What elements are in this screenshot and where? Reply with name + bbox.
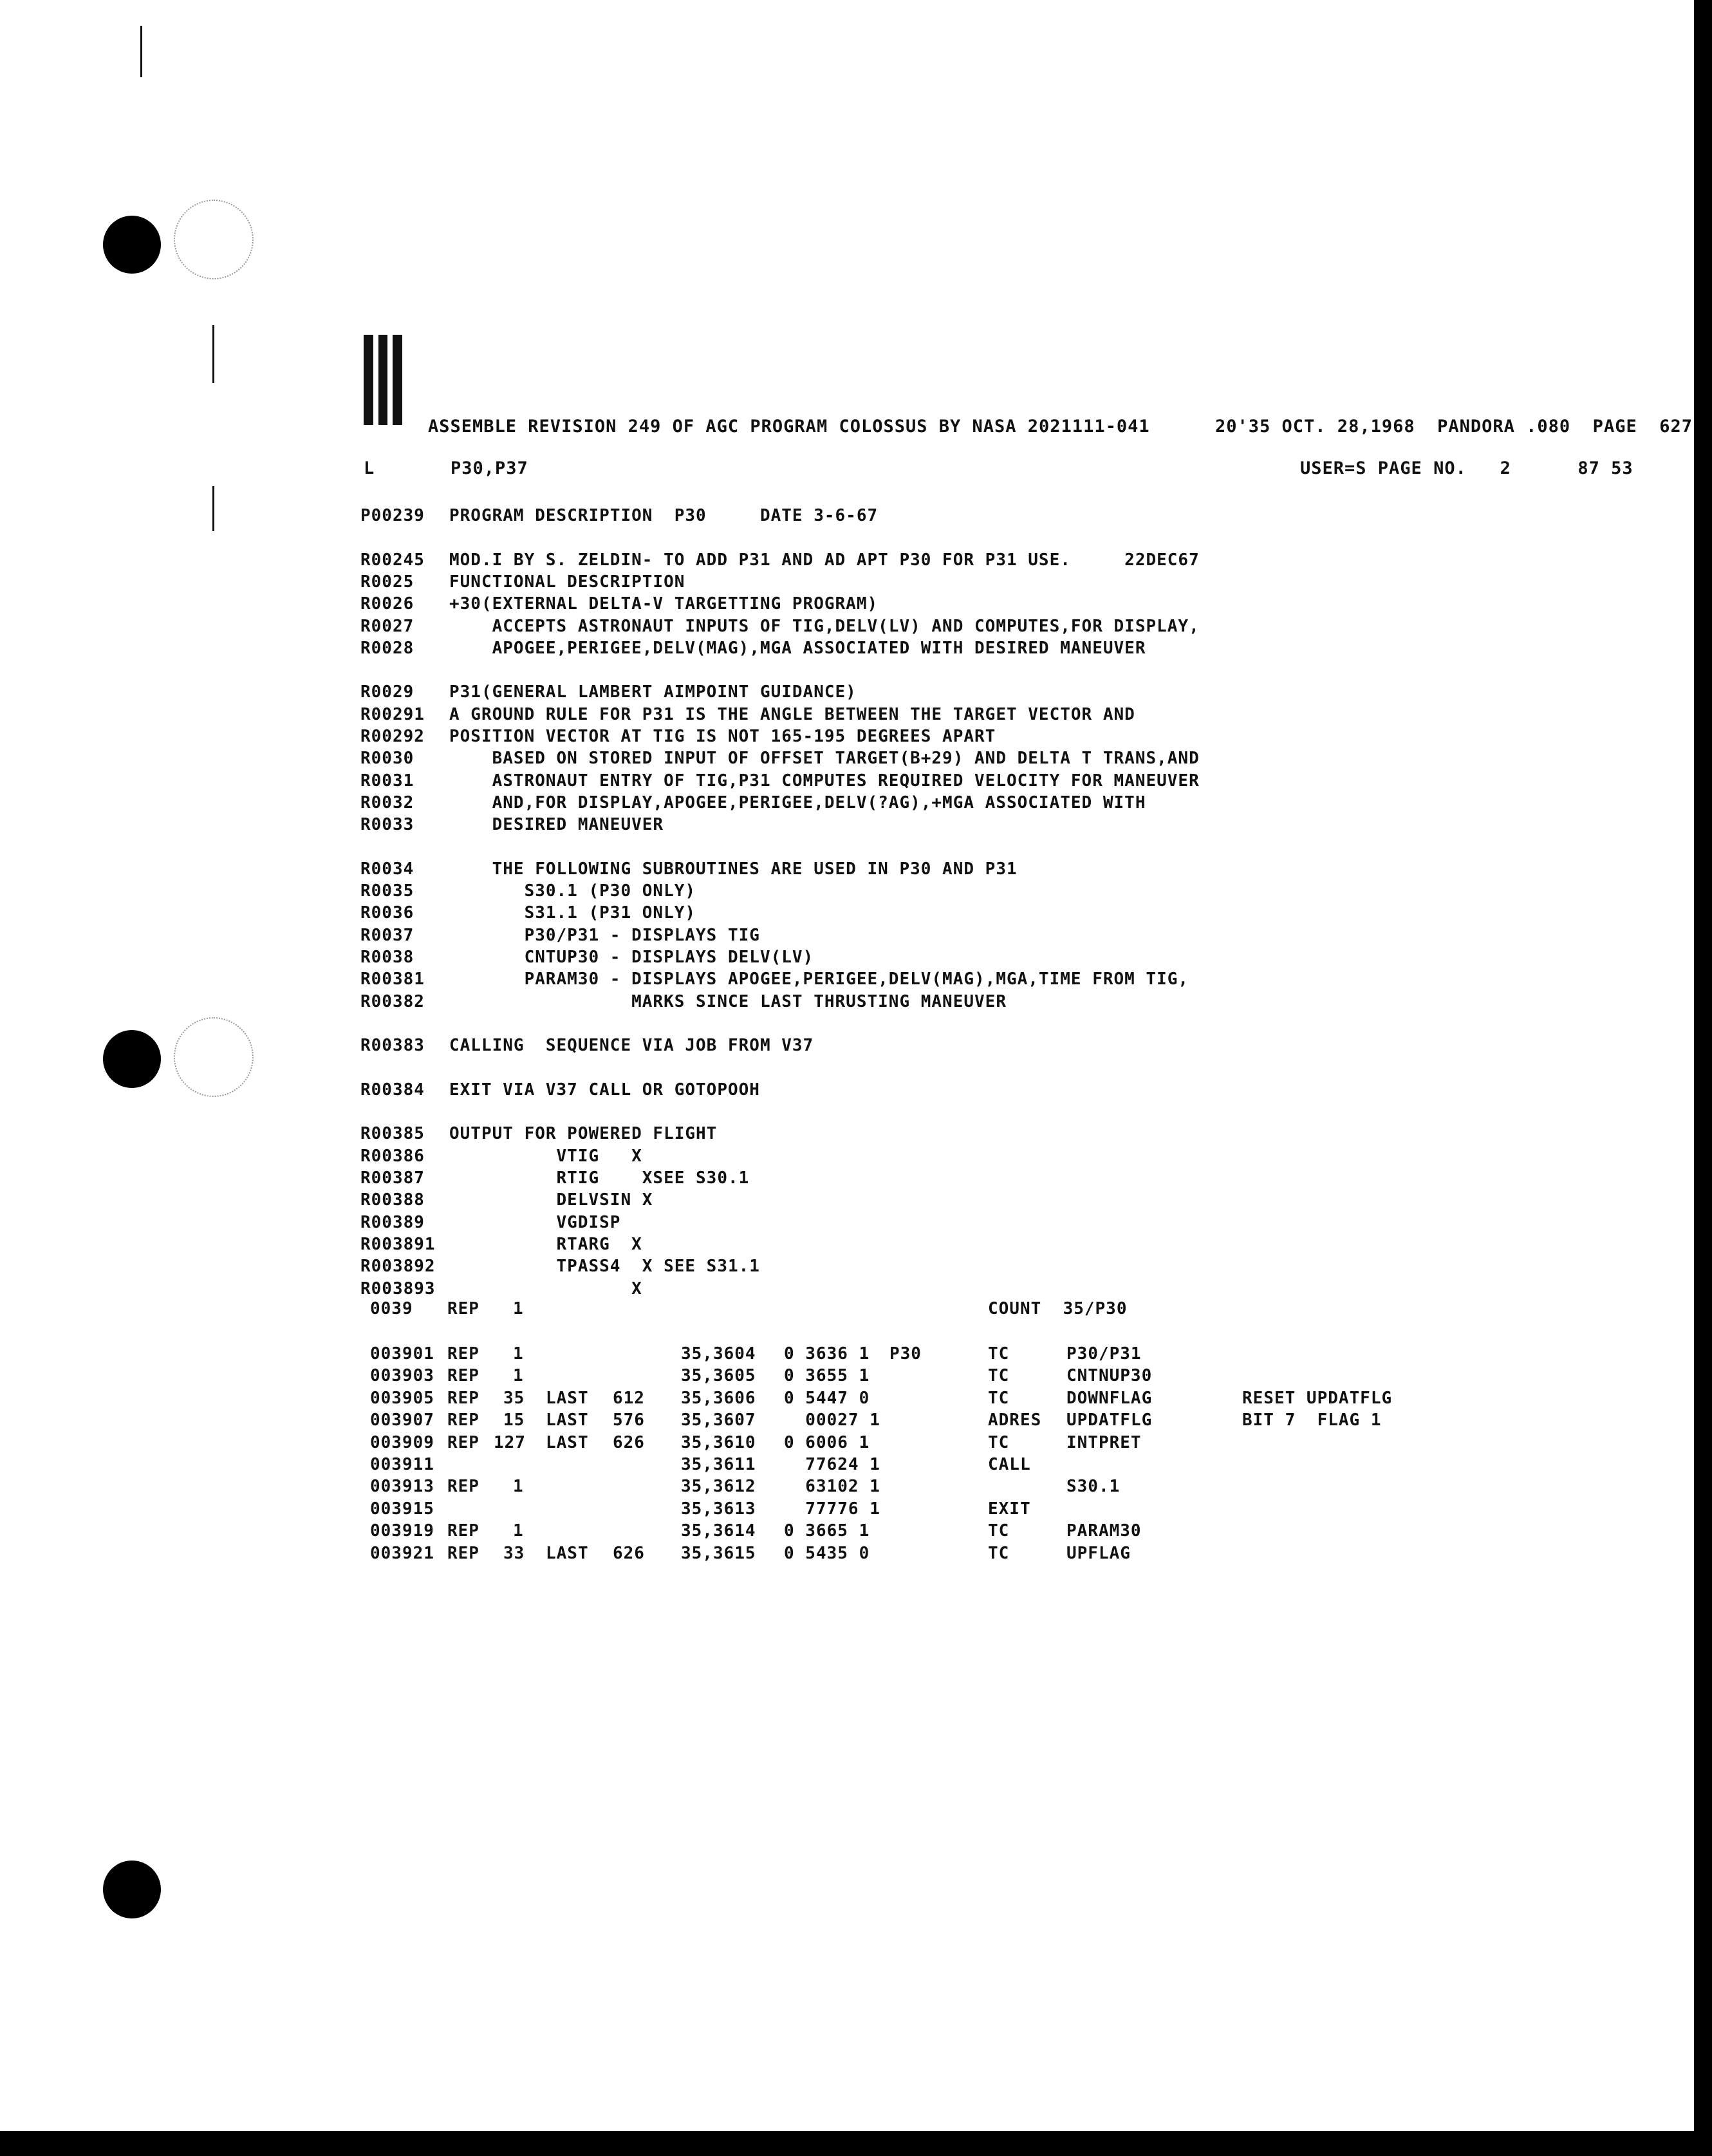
code-last: LAST (546, 1432, 589, 1452)
code-last: LAST (546, 1543, 589, 1563)
code-id: 003901 (370, 1344, 434, 1364)
code-op: TC (988, 1388, 1010, 1408)
line-text: X (449, 1279, 642, 1298)
line-id: R0030 (360, 749, 414, 769)
code-rep: REP (447, 1543, 479, 1563)
rep-count: 1 (513, 1299, 524, 1318)
code-id: 003919 (370, 1521, 434, 1541)
code-comment: BIT 7 FLAG 1 (1242, 1411, 1382, 1430)
code-operand: DOWNFLAG (1066, 1388, 1153, 1408)
code-addr: 35,3615 (681, 1543, 756, 1563)
code-n: 1 (513, 1477, 524, 1497)
header-page-no: USER=S PAGE NO. 2 87 53 (1300, 458, 1633, 478)
code-operand: UPDATFLG (1066, 1411, 1153, 1430)
line-id: R00387 (360, 1168, 425, 1188)
code-op: TC (988, 1543, 1010, 1563)
code-id: 003913 (370, 1477, 434, 1497)
line-text: POSITION VECTOR AT TIG IS NOT 165-195 DEGREES APART (449, 727, 996, 746)
code-n: 1 (513, 1521, 524, 1541)
line-text: PARAM30 - DISPLAYS APOGEE,PERIGEE,DELV(MAG),MGA,TIME FROM TIG, (449, 970, 1189, 989)
line-id: R0032 (360, 792, 414, 812)
code-id: 003905 (370, 1388, 434, 1408)
line-text: MARKS SINCE LAST THRUSTING MANEUVER (449, 991, 1007, 1011)
line-id: R00292 (360, 727, 425, 746)
code-id: 003915 (370, 1499, 434, 1519)
line-id: R00245 (360, 550, 425, 570)
code-rep: REP (447, 1432, 479, 1452)
code-rep: REP (447, 1344, 479, 1364)
line-id: R0036 (360, 903, 414, 923)
code-n: 1 (513, 1366, 524, 1386)
code-last: LAST (546, 1411, 589, 1430)
code-id: 003909 (370, 1432, 434, 1452)
code-id: 003911 (370, 1455, 434, 1474)
code-addr: 35,3613 (681, 1499, 756, 1519)
code-operand: PARAM30 (1066, 1521, 1142, 1541)
code-n: 35 (503, 1388, 525, 1408)
line-text: TPASS4 X SEE S31.1 (449, 1257, 760, 1277)
code-addr: 35,3606 (681, 1388, 756, 1408)
code-n: 1 (513, 1344, 524, 1364)
code-code: 00027 1 (784, 1411, 880, 1430)
header-program: P30,P37 (451, 458, 528, 478)
line-text: CNTUP30 - DISPLAYS DELV(LV) (449, 948, 814, 967)
line-id: R0026 (360, 594, 414, 614)
code-op: TC (988, 1432, 1010, 1452)
line-text: AND,FOR DISPLAY,APOGEE,PERIGEE,DELV(?AG),+MGA ASSOCIATED WITH (449, 792, 1146, 812)
code-id: 003903 (370, 1366, 434, 1386)
line-id: R00389 (360, 1212, 425, 1232)
line-id: R0035 (360, 881, 414, 901)
line-text: P30/P31 - DISPLAYS TIG (449, 925, 760, 945)
code-id: 003921 (370, 1543, 434, 1563)
line-text: DELVSIN X (449, 1190, 653, 1210)
line-id: R003891 (360, 1234, 436, 1254)
line-text: MOD.I BY S. ZELDIN- TO ADD P31 AND AD APT P30 FOR P31 USE. 22DEC67 (449, 550, 1200, 570)
code-code: 0 5435 0 (784, 1543, 870, 1563)
code-rep: REP (447, 1521, 479, 1541)
header-assembly-line: ASSEMBLE REVISION 249 OF AGC PROGRAM COLOSSUS BY NASA 2021111-041 (428, 417, 1150, 436)
line-text: OUTPUT FOR POWERED FLIGHT (449, 1124, 718, 1144)
code-code: 0 3665 1 (784, 1521, 870, 1541)
line-text: ASTRONAUT ENTRY OF TIG,P31 COMPUTES REQUIRED VELOCITY FOR MANEUVER (449, 771, 1200, 791)
code-addr: 35,3614 (681, 1521, 756, 1541)
line-text: P31(GENERAL LAMBERT AIMPOINT GUIDANCE) (449, 682, 857, 702)
rep-keyword: REP (447, 1299, 479, 1318)
line-text: VGDISP (449, 1212, 621, 1232)
code-lastn: 626 (613, 1432, 645, 1452)
code-comment: RESET UPDATFLG (1242, 1388, 1393, 1408)
header-col1: L (364, 458, 375, 478)
code-rep: REP (447, 1477, 479, 1497)
line-id: R00388 (360, 1190, 425, 1210)
line-text: RTARG X (449, 1234, 642, 1254)
line-id: R0033 (360, 815, 414, 835)
code-rep: REP (447, 1388, 479, 1408)
code-op: EXIT (988, 1499, 1031, 1519)
code-n: 15 (503, 1411, 525, 1430)
line-text: EXIT VIA V37 CALL OR GOTOPOOH (449, 1080, 760, 1100)
line-text: BASED ON STORED INPUT OF OFFSET TARGET(B+29) AND DELTA T TRANS,AND (449, 749, 1200, 769)
line-id: R0038 (360, 948, 414, 967)
code-code: 0 3636 1 (784, 1344, 870, 1364)
code-code: 63102 1 (784, 1477, 880, 1497)
line-id: 0039 (370, 1299, 413, 1318)
line-id: R00384 (360, 1080, 425, 1100)
line-id: R00385 (360, 1124, 425, 1144)
line-text: DESIRED MANEUVER (449, 815, 664, 835)
line-id: R0031 (360, 771, 414, 791)
line-id: R00382 (360, 991, 425, 1011)
code-addr: 35,3611 (681, 1455, 756, 1474)
code-rep: REP (447, 1366, 479, 1386)
line-text: CALLING SEQUENCE VIA JOB FROM V37 (449, 1036, 814, 1056)
code-lastn: 612 (613, 1388, 645, 1408)
code-lastn: 576 (613, 1411, 645, 1430)
line-text: RTIG XSEE S30.1 (449, 1168, 750, 1188)
code-op: ADRES (988, 1411, 1042, 1430)
line-id: R0034 (360, 859, 414, 879)
header-date-line: 20'35 OCT. 28,1968 PANDORA .080 PAGE 627 (1215, 417, 1693, 436)
code-n: 33 (503, 1543, 525, 1563)
code-label: P30 (889, 1344, 922, 1364)
code-operand: UPFLAG (1066, 1543, 1131, 1563)
line-id: R0028 (360, 638, 414, 658)
code-op: TC (988, 1521, 1010, 1541)
code-operand: INTPRET (1066, 1432, 1142, 1452)
line-text: A GROUND RULE FOR P31 IS THE ANGLE BETWEEN THE TARGET VECTOR AND (449, 704, 1135, 724)
line-text: +30(EXTERNAL DELTA-V TARGETTING PROGRAM) (449, 594, 879, 614)
line-id: R0037 (360, 925, 414, 945)
line-id: R00381 (360, 970, 425, 989)
code-op: TC (988, 1366, 1010, 1386)
code-code: 0 3655 1 (784, 1366, 870, 1386)
code-operand: CNTNUP30 (1066, 1366, 1153, 1386)
line-text: S30.1 (P30 ONLY) (449, 881, 696, 901)
line-id: R0029 (360, 682, 414, 702)
line-id: R0025 (360, 572, 414, 592)
code-code: 77624 1 (784, 1455, 880, 1474)
code-addr: 35,3604 (681, 1344, 756, 1364)
line-text: PROGRAM DESCRIPTION P30 DATE 3-6-67 (449, 506, 879, 525)
line-text: FUNCTIONAL DESCRIPTION (449, 572, 685, 592)
count-label: COUNT 35/P30 (988, 1299, 1128, 1318)
line-text: VTIG X (449, 1146, 642, 1166)
line-id: P00239 (360, 506, 425, 525)
code-addr: 35,3610 (681, 1432, 756, 1452)
code-code: 0 6006 1 (784, 1432, 870, 1452)
code-lastn: 626 (613, 1543, 645, 1563)
line-id: R00386 (360, 1146, 425, 1166)
line-id: R0027 (360, 616, 414, 636)
code-n: 127 (494, 1432, 526, 1452)
line-text: APOGEE,PERIGEE,DELV(MAG),MGA ASSOCIATED WITH DESIRED MANEUVER (449, 638, 1146, 658)
line-id: R003892 (360, 1257, 436, 1277)
code-operand: P30/P31 (1066, 1344, 1142, 1364)
line-text: ACCEPTS ASTRONAUT INPUTS OF TIG,DELV(LV) AND COMPUTES,FOR DISPLAY, (449, 616, 1200, 636)
line-id: R003893 (360, 1279, 436, 1298)
code-addr: 35,3607 (681, 1411, 756, 1430)
code-code: 0 5447 0 (784, 1388, 870, 1408)
line-text: S31.1 (P31 ONLY) (449, 903, 696, 923)
code-addr: 35,3612 (681, 1477, 756, 1497)
code-addr: 35,3605 (681, 1366, 756, 1386)
line-text: THE FOLLOWING SUBROUTINES ARE USED IN P30 AND P31 (449, 859, 1018, 879)
code-op: TC (988, 1344, 1010, 1364)
code-operand: S30.1 (1066, 1477, 1121, 1497)
code-op: CALL (988, 1455, 1031, 1474)
line-id: R00291 (360, 704, 425, 724)
line-id: R00383 (360, 1036, 425, 1056)
code-id: 003907 (370, 1411, 434, 1430)
code-code: 77776 1 (784, 1499, 880, 1519)
code-rep: REP (447, 1411, 479, 1430)
code-last: LAST (546, 1388, 589, 1408)
